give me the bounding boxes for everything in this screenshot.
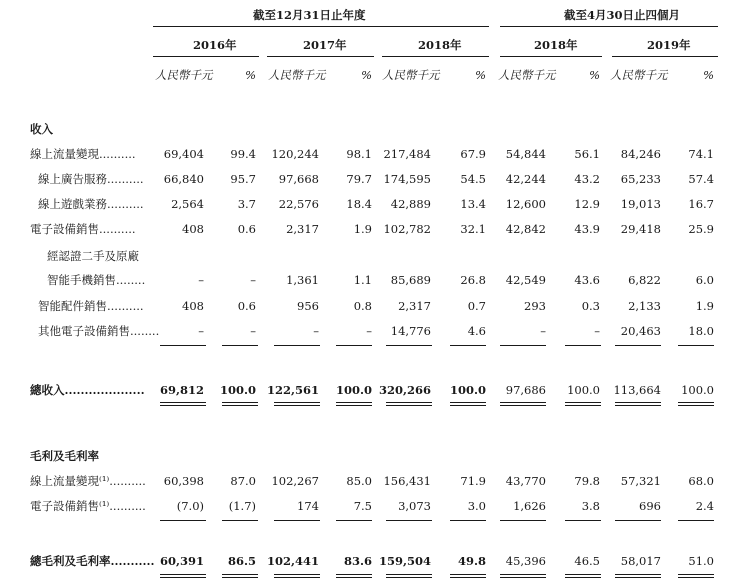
cell: 0.6 <box>237 222 256 236</box>
cell: 42,842 <box>505 222 546 236</box>
unit-rmb-2016: 人民幣千元 <box>155 68 213 82</box>
cell: 1.9 <box>353 222 372 236</box>
cell: 85.0 <box>346 474 372 488</box>
subtotal-rule <box>386 520 432 521</box>
cell: 18.4 <box>346 197 372 211</box>
total-double-rule <box>565 402 601 406</box>
cell: 60,398 <box>163 474 204 488</box>
total-double-rule <box>615 574 661 578</box>
year-2018: 2018年 <box>418 38 462 52</box>
row-label: 線上廣告服務.......... <box>38 172 144 186</box>
header-rule-2 <box>500 26 718 27</box>
cell: 100.0 <box>567 383 600 397</box>
cell: 71.9 <box>460 474 486 488</box>
total-double-rule <box>615 402 661 406</box>
cell: 20,463 <box>620 324 661 338</box>
subtotal-rule <box>450 345 486 346</box>
cell: 1.1 <box>353 273 372 287</box>
cell: 83.6 <box>343 554 372 568</box>
row-label: 電子設備銷售⁽¹⁾.......... <box>30 499 146 513</box>
total-double-rule <box>450 574 486 578</box>
cell: 102,267 <box>271 474 319 488</box>
cell: 42,244 <box>505 172 546 186</box>
cell: 100.0 <box>335 383 372 397</box>
cell: – <box>594 324 600 338</box>
cell: 2,133 <box>628 299 661 313</box>
total-double-rule <box>160 402 206 406</box>
subtotal-rule <box>565 345 601 346</box>
cell: 43.9 <box>574 222 600 236</box>
row-label: 其他電子設備銷售........ <box>38 324 160 338</box>
cell: 696 <box>639 499 661 513</box>
unit-rmb-2017: 人民幣千元 <box>268 68 326 82</box>
cell: 18.0 <box>688 324 714 338</box>
cell: 87.0 <box>230 474 256 488</box>
cell: 0.3 <box>581 299 600 313</box>
total-double-rule <box>336 402 372 406</box>
cell: 2.4 <box>695 499 714 513</box>
cell: 42,549 <box>505 273 546 287</box>
cell: 16.7 <box>688 197 714 211</box>
unit-pct-2017: % <box>361 68 372 82</box>
cell: 293 <box>524 299 546 313</box>
cell: 26.8 <box>460 273 486 287</box>
cell: 174 <box>297 499 319 513</box>
header-group-four-months: 截至4月30日止四個月 <box>564 8 681 22</box>
cell: – <box>250 324 256 338</box>
row-label: 線上流量變現⁽¹⁾.......... <box>30 474 146 488</box>
total-double-rule <box>678 402 714 406</box>
subtotal-rule <box>615 345 661 346</box>
cell: 4.6 <box>467 324 486 338</box>
subtotal-rule <box>336 345 372 346</box>
cell: 84,246 <box>620 147 661 161</box>
cell: 320,266 <box>378 383 431 397</box>
cell: 3.7 <box>237 197 256 211</box>
cell: – <box>250 273 256 287</box>
cell: 25.9 <box>688 222 714 236</box>
cell: 12,600 <box>505 197 546 211</box>
header-group-year-ended: 截至12月31日止年度 <box>253 8 366 22</box>
cell: 102,782 <box>383 222 431 236</box>
total-double-rule <box>336 574 372 578</box>
cell: 22,576 <box>278 197 319 211</box>
subtotal-rule <box>160 520 206 521</box>
total-double-rule <box>386 574 432 578</box>
cell: 43,770 <box>505 474 546 488</box>
cell: (7.0) <box>176 499 204 513</box>
unit-rmb-2018: 人民幣千元 <box>382 68 440 82</box>
cell: 2,317 <box>398 299 431 313</box>
cell: 54,844 <box>505 147 546 161</box>
cell: 58,017 <box>620 554 661 568</box>
cell: 120,244 <box>271 147 319 161</box>
unit-rmb-2019-4m: 人民幣千元 <box>610 68 668 82</box>
cell: 74.1 <box>688 147 714 161</box>
row-label: 智能手機銷售........ <box>47 273 146 287</box>
cell: 43.2 <box>574 172 600 186</box>
cell: 85,689 <box>390 273 431 287</box>
cell: 98.1 <box>346 147 372 161</box>
cell: – <box>198 324 204 338</box>
cell: 79.7 <box>346 172 372 186</box>
cell: 1,626 <box>513 499 546 513</box>
cell: 42,889 <box>390 197 431 211</box>
cell: 99.4 <box>230 147 256 161</box>
cell: 66,840 <box>163 172 204 186</box>
cell: 1.9 <box>695 299 714 313</box>
cell: 29,418 <box>620 222 661 236</box>
total-double-rule <box>386 402 432 406</box>
cell: (1.7) <box>228 499 256 513</box>
cell: 156,431 <box>383 474 431 488</box>
cell: – <box>366 324 372 338</box>
year-2016: 2016年 <box>193 38 237 52</box>
cell: – <box>540 324 546 338</box>
subtotal-rule <box>336 520 372 521</box>
cell: 3.0 <box>467 499 486 513</box>
section-revenue: 收入 <box>30 122 53 136</box>
cell: 13.4 <box>460 197 486 211</box>
cell: 65,233 <box>620 172 661 186</box>
cell: 97,668 <box>278 172 319 186</box>
unit-pct-2019-4m: % <box>703 68 714 82</box>
subtotal-rule <box>222 345 258 346</box>
unit-rmb-2018-4m: 人民幣千元 <box>498 68 556 82</box>
cell: 100.0 <box>681 383 714 397</box>
subtotal-rule <box>160 345 206 346</box>
year-rule-1 <box>153 56 259 57</box>
row-label: 線上遊戲業務.......... <box>38 197 144 211</box>
year-rule-5 <box>612 56 718 57</box>
total-double-rule <box>500 402 546 406</box>
subtotal-rule <box>500 520 546 521</box>
subtotal-rule <box>222 520 258 521</box>
cell: 174,595 <box>383 172 431 186</box>
cell: 86.5 <box>227 554 256 568</box>
cell: 6.0 <box>695 273 714 287</box>
cell: 54.5 <box>460 172 486 186</box>
row-label: 智能配件銷售.......... <box>38 299 144 313</box>
row-label: 線上流量變現.......... <box>30 147 136 161</box>
section-gross-profit: 毛利及毛利率 <box>30 449 99 463</box>
cell: 1,361 <box>286 273 319 287</box>
cell: 97,686 <box>505 383 546 397</box>
cell: 67.9 <box>460 147 486 161</box>
cell: 69,404 <box>163 147 204 161</box>
subtotal-rule <box>678 345 714 346</box>
cell: 408 <box>182 222 204 236</box>
cell: 43.6 <box>574 273 600 287</box>
subtotal-rule <box>615 520 661 521</box>
unit-pct-2018-4m: % <box>589 68 600 82</box>
total-gross-label: 總毛利及毛利率........... <box>30 554 155 568</box>
year-rule-2 <box>267 56 374 57</box>
total-double-rule <box>160 574 206 578</box>
year-rule-4 <box>500 56 602 57</box>
cell: 0.8 <box>353 299 372 313</box>
cell: 2,317 <box>286 222 319 236</box>
header-rule-1 <box>153 26 489 27</box>
cell: 60,391 <box>159 554 204 568</box>
cell: – <box>313 324 319 338</box>
unit-pct-2018: % <box>475 68 486 82</box>
subtotal-rule <box>274 345 320 346</box>
cell: 57.4 <box>688 172 714 186</box>
cell: – <box>198 273 204 287</box>
cell: 102,441 <box>266 554 319 568</box>
total-double-rule <box>565 574 601 578</box>
cell: 217,484 <box>383 147 431 161</box>
cell: 69,812 <box>159 383 204 397</box>
cell: 122,561 <box>266 383 319 397</box>
subtotal-rule <box>678 520 714 521</box>
subtotal-rule <box>500 345 546 346</box>
total-double-rule <box>274 402 320 406</box>
cell: 113,664 <box>613 383 661 397</box>
cell: 100.0 <box>449 383 486 397</box>
cell: 46.5 <box>574 554 600 568</box>
row-label: 經認證二手及原廠 <box>47 249 139 263</box>
cell: 100.0 <box>219 383 256 397</box>
subtotal-rule <box>386 345 432 346</box>
total-double-rule <box>222 574 258 578</box>
row-label: 電子設備銷售.......... <box>30 222 136 236</box>
total-double-rule <box>222 402 258 406</box>
total-double-rule <box>450 402 486 406</box>
cell: 56.1 <box>574 147 600 161</box>
year-2017: 2017年 <box>303 38 347 52</box>
cell: 12.9 <box>574 197 600 211</box>
cell: 0.6 <box>237 299 256 313</box>
cell: 14,776 <box>390 324 431 338</box>
cell: 2,564 <box>171 197 204 211</box>
cell: 79.8 <box>574 474 600 488</box>
cell: 49.8 <box>457 554 486 568</box>
cell: 159,504 <box>378 554 431 568</box>
total-double-rule <box>678 574 714 578</box>
subtotal-rule <box>450 520 486 521</box>
cell: 408 <box>182 299 204 313</box>
year-rule-3 <box>382 56 489 57</box>
cell: 6,822 <box>628 273 661 287</box>
cell: 7.5 <box>353 499 372 513</box>
cell: 3,073 <box>398 499 431 513</box>
cell: 57,321 <box>620 474 661 488</box>
cell: 19,013 <box>620 197 661 211</box>
cell: 0.7 <box>467 299 486 313</box>
cell: 3.8 <box>581 499 600 513</box>
total-double-rule <box>500 574 546 578</box>
cell: 51.0 <box>688 554 714 568</box>
total-double-rule <box>274 574 320 578</box>
cell: 956 <box>297 299 319 313</box>
cell: 45,396 <box>505 554 546 568</box>
cell: 68.0 <box>688 474 714 488</box>
cell: 95.7 <box>230 172 256 186</box>
year-2019-4m: 2019年 <box>647 38 691 52</box>
year-2018-4m: 2018年 <box>534 38 578 52</box>
subtotal-rule <box>565 520 601 521</box>
subtotal-rule <box>274 520 320 521</box>
total-revenue-label: 總收入.................... <box>30 383 145 397</box>
unit-pct-2016: % <box>245 68 256 82</box>
cell: 32.1 <box>460 222 486 236</box>
